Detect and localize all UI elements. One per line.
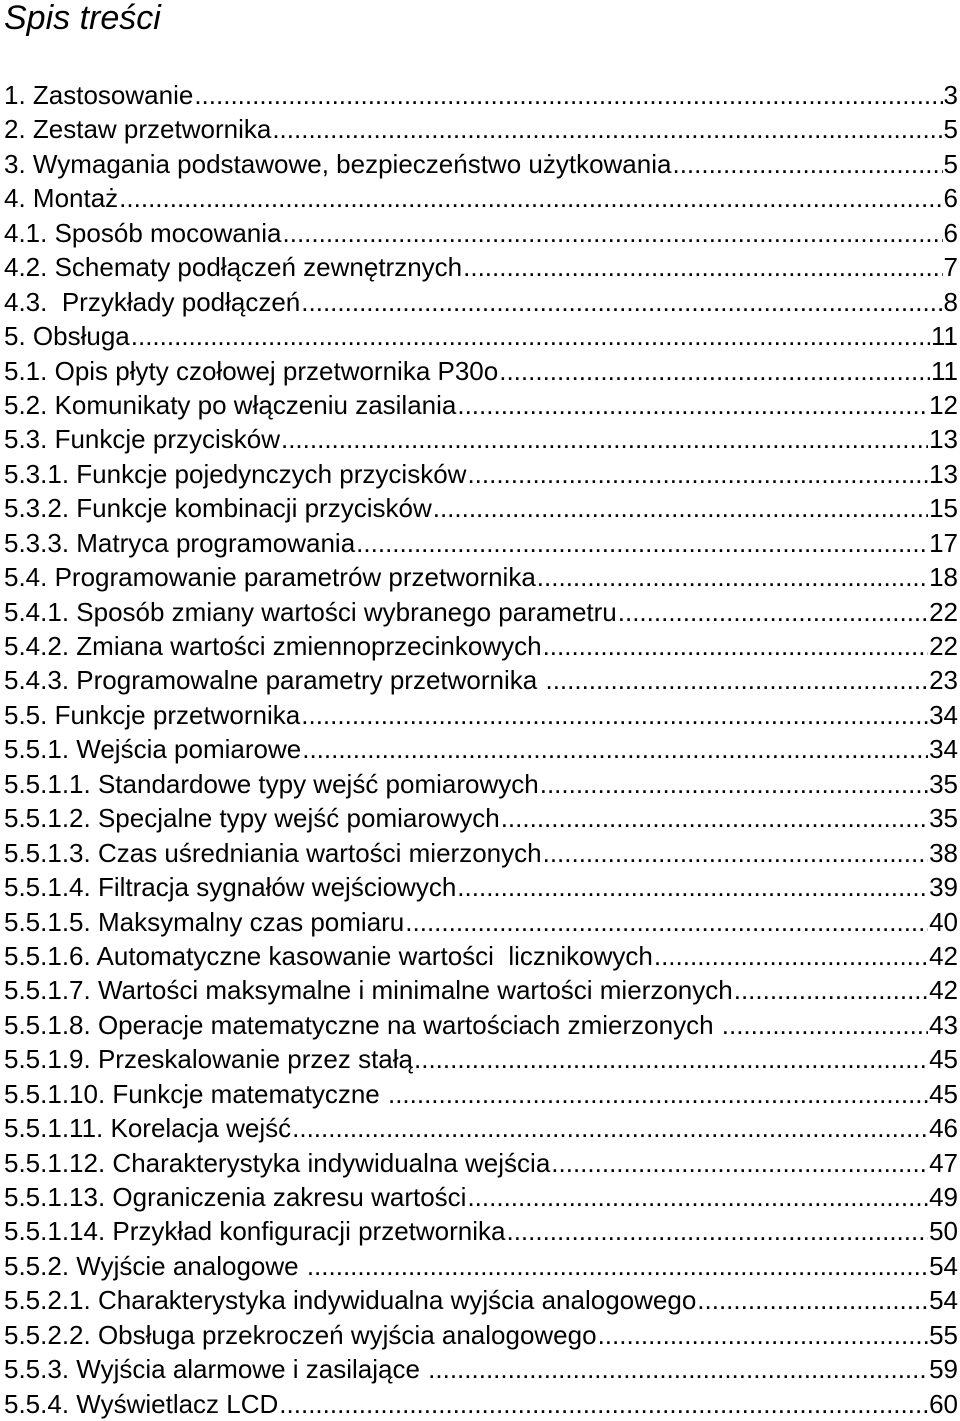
toc-entry-label: 5.3.1. Funkcje pojedynczych przycisków xyxy=(4,458,467,489)
toc-dot-leader xyxy=(543,629,929,663)
toc-dot-leader xyxy=(388,1077,928,1111)
toc-entry-page-number: 59 xyxy=(929,1354,958,1385)
toc-entry-label: 4. Montaż xyxy=(4,183,119,214)
toc-entry[interactable] xyxy=(4,732,958,766)
toc-entry-label: 5.5.1.3. Czas uśredniania wartości mierzonych xyxy=(4,837,542,868)
toc-entry[interactable] xyxy=(4,1180,958,1214)
toc-entry-page-number: 18 xyxy=(929,562,958,593)
toc-entry-label: 5.3.2. Funkcje kombinacji przycisków xyxy=(4,493,432,524)
toc-entry[interactable] xyxy=(4,181,958,215)
toc-entry-label: 4.1. Sposób mocowania xyxy=(4,217,282,248)
toc-entry[interactable] xyxy=(4,1352,958,1386)
toc-dot-leader xyxy=(722,1008,928,1042)
toc-entry[interactable] xyxy=(4,388,958,422)
toc-entry-label: 5.4.3. Programowalne parametry przetwornika xyxy=(4,665,545,696)
toc-dot-leader xyxy=(301,285,942,319)
toc-dot-leader xyxy=(414,1042,928,1076)
toc-entry[interactable] xyxy=(4,216,958,250)
toc-entry-label: 5.5.4. Wyświetlacz LCD xyxy=(4,1388,279,1419)
toc-entry[interactable] xyxy=(4,1111,958,1145)
toc-entry[interactable] xyxy=(4,491,958,525)
toc-dot-leader xyxy=(292,1111,928,1145)
toc-entry[interactable] xyxy=(4,250,958,284)
toc-entry-page-number: 13 xyxy=(929,458,958,489)
toc-entry-label: 5.5.1.13. Ograniczenia zakresu wartości xyxy=(4,1182,467,1212)
toc-entry-page-number: 22 xyxy=(929,596,958,627)
toc-entry-page-number: 38 xyxy=(929,837,958,868)
toc-entry-page-number: 35 xyxy=(929,768,958,799)
toc-entry-page-number: 42 xyxy=(929,975,958,1006)
toc-dot-leader xyxy=(131,319,930,353)
toc-entry-page-number: 49 xyxy=(929,1182,958,1212)
toc-dot-leader xyxy=(302,732,928,766)
toc-entry-label: 5.5.1.11. Korelacja wejść xyxy=(4,1113,292,1144)
toc-entry-label: 5.3.3. Matryca programowania xyxy=(4,527,356,558)
toc-dot-leader xyxy=(119,181,942,215)
toc-entry-page-number: 15 xyxy=(929,493,958,524)
toc-entry[interactable] xyxy=(4,629,958,663)
toc-dot-leader xyxy=(433,491,928,525)
toc-dot-leader xyxy=(356,526,928,560)
toc-entry-page-number: 40 xyxy=(929,906,958,937)
toc-entry-page-number: 39 xyxy=(929,872,958,903)
toc-entry-label: 4.3. Przykłady podłączeń xyxy=(4,286,301,317)
toc-dot-leader xyxy=(506,1214,928,1248)
toc-entry-page-number: 54 xyxy=(929,1250,958,1281)
toc-dot-leader xyxy=(457,870,928,904)
toc-entry-page-number: 46 xyxy=(929,1113,958,1144)
toc-entry[interactable] xyxy=(4,1387,958,1421)
toc-entry[interactable] xyxy=(4,112,958,146)
toc-entry-label: 5.5.1.7. Wartości maksymalne i minimalne wartości mierzonych xyxy=(4,975,733,1006)
toc-dot-leader xyxy=(543,836,928,870)
toc-dot-leader xyxy=(545,663,928,697)
toc-dot-leader xyxy=(499,354,930,388)
toc-dot-leader xyxy=(467,1180,928,1214)
toc-entry-label: 5.5.1.8. Operacje matematyczne na wartościach zmierzonych xyxy=(4,1009,721,1040)
toc-entry-label: 3. Wymagania podstawowe, bezpieczeństwo użytkowania xyxy=(4,148,672,179)
toc-entry-label: 5.5.1.12. Charakterystyka indywidualna wejścia xyxy=(4,1147,551,1178)
toc-entry-label: 5. Obsługa xyxy=(4,321,130,352)
toc-entry-page-number: 8 xyxy=(943,286,958,317)
toc-entry-label: 5.5.3. Wyjścia alarmowe i zasilające xyxy=(4,1354,428,1385)
toc-entry-page-number: 11 xyxy=(931,355,958,386)
toc-entry-label: 5.5.2.2. Obsługa przekroczeń wyjścia analogowego xyxy=(4,1319,597,1350)
toc-entry[interactable] xyxy=(4,836,958,870)
toc-dot-leader xyxy=(672,147,942,181)
toc-entry-page-number: 7 xyxy=(943,252,958,283)
toc-entry[interactable] xyxy=(4,354,958,388)
toc-entry-label: 4.2. Schematy podłączeń zewnętrznych xyxy=(4,252,463,283)
toc-entry-page-number: 34 xyxy=(929,699,958,730)
toc-dot-leader xyxy=(457,388,928,422)
toc-dot-leader xyxy=(272,112,942,146)
toc-dot-leader xyxy=(463,250,942,284)
toc-entry[interactable] xyxy=(4,78,958,112)
toc-entry[interactable] xyxy=(4,595,958,629)
toc-entry-label: 5.5.1.5. Maksymalny czas pomiaru xyxy=(4,906,405,937)
toc-entry-page-number: 47 xyxy=(929,1147,958,1178)
toc-entry-page-number: 55 xyxy=(929,1319,958,1350)
toc-entry-page-number: 17 xyxy=(929,527,958,558)
toc-dot-leader xyxy=(697,1283,928,1317)
toc-entry[interactable] xyxy=(4,285,958,319)
toc-entry[interactable] xyxy=(4,801,958,835)
toc-dot-leader xyxy=(281,422,928,456)
toc-entry-page-number: 22 xyxy=(929,631,958,661)
toc-entry-page-number: 5 xyxy=(943,148,958,179)
toc-entry-label: 5.5.1.2. Specjalne typy wejść pomiarowych xyxy=(4,803,500,834)
toc-dot-leader xyxy=(428,1352,928,1386)
toc-entry-label: 5.4.1. Sposób zmiany wartości wybranego parametru xyxy=(4,596,617,627)
toc-entry[interactable] xyxy=(4,1214,958,1248)
toc-entry-page-number: 42 xyxy=(929,940,958,971)
toc-dot-leader xyxy=(734,973,928,1007)
toc-entry-page-number: 3 xyxy=(943,80,958,110)
toc-dot-leader xyxy=(283,216,943,250)
toc-entry-label: 5.5.2.1. Charakterystyka indywidualna wyjścia analogowego xyxy=(4,1285,697,1316)
toc-entry[interactable] xyxy=(4,1318,958,1352)
toc-entry[interactable] xyxy=(4,698,958,732)
toc-entry-label: 5.4. Programowanie parametrów przetwornika xyxy=(4,562,536,593)
toc-entry-label: 5.5.2. Wyjście analogowe xyxy=(4,1250,306,1281)
toc-entry-page-number: 45 xyxy=(929,1078,958,1109)
toc-entry-page-number: 34 xyxy=(929,734,958,765)
toc-entry[interactable] xyxy=(4,1008,958,1042)
toc-entry[interactable] xyxy=(4,663,958,697)
toc-entry-label: 5.3. Funkcje przycisków xyxy=(4,424,280,455)
toc-entry-label: 5.5.1.9. Przeskalowanie przez stałą xyxy=(4,1044,413,1075)
toc-entry[interactable] xyxy=(4,905,958,939)
toc-dot-leader xyxy=(194,78,942,112)
toc-entry-label: 5.1. Opis płyty czołowej przetwornika P30o xyxy=(4,355,499,386)
toc-entry-label: 5.5.1.10. Funkcje matematyczne xyxy=(4,1078,387,1109)
toc-entry-page-number: 43 xyxy=(929,1009,958,1040)
toc-dot-leader xyxy=(307,1249,928,1283)
toc-dot-leader xyxy=(618,595,928,629)
toc-entry[interactable] xyxy=(4,1042,958,1076)
page-title: Spis treści xyxy=(4,0,161,37)
toc-entry[interactable] xyxy=(4,560,958,594)
toc-entry-page-number: 12 xyxy=(929,389,958,420)
toc-dot-leader xyxy=(540,767,928,801)
toc-entry-page-number: 6 xyxy=(943,217,958,248)
toc-entry[interactable] xyxy=(4,422,958,456)
toc-entry[interactable] xyxy=(4,939,958,973)
toc-dot-leader xyxy=(301,698,928,732)
toc-entry-label: 5.5. Funkcje przetwornika xyxy=(4,699,301,730)
toc-entry-page-number: 60 xyxy=(929,1388,958,1419)
toc-entry-page-number: 6 xyxy=(943,183,958,214)
toc-entry-page-number: 45 xyxy=(929,1044,958,1075)
toc-entry[interactable] xyxy=(4,973,958,1007)
toc-dot-leader xyxy=(598,1318,929,1352)
toc-dot-leader xyxy=(537,560,928,594)
toc-entry[interactable] xyxy=(4,1283,958,1317)
toc-entry-label: 5.2. Komunikaty po włączeniu zasilania xyxy=(4,389,457,420)
toc-entry-page-number: 23 xyxy=(929,665,958,696)
toc-entry[interactable] xyxy=(4,1146,958,1180)
toc-entry-label: 5.5.1.1. Standardowe typy wejść pomiarowych xyxy=(4,768,539,799)
toc-entry-page-number: 35 xyxy=(929,803,958,834)
toc-dot-leader xyxy=(551,1146,928,1180)
toc-entry-page-number: 13 xyxy=(929,424,958,455)
toc-entry-label: 1. Zastosowanie xyxy=(4,80,194,110)
toc-entry[interactable] xyxy=(4,767,958,801)
toc-entry[interactable] xyxy=(4,526,958,560)
toc-entry[interactable] xyxy=(4,457,958,491)
toc-entry-label: 5.5.1.6. Automatyczne kasowanie wartości licznikowych xyxy=(4,940,653,971)
toc-entry-page-number: 50 xyxy=(929,1216,958,1247)
toc-entry-page-number: 54 xyxy=(929,1285,958,1316)
toc-dot-leader xyxy=(467,457,928,491)
toc-entry-label: 5.5.1.14. Przykład konfiguracji przetwornika xyxy=(4,1216,506,1247)
table-of-contents xyxy=(4,78,958,1421)
toc-entry[interactable] xyxy=(4,870,958,904)
toc-entry[interactable] xyxy=(4,147,958,181)
toc-dot-leader xyxy=(501,801,928,835)
toc-dot-leader xyxy=(405,905,928,939)
toc-dot-leader xyxy=(279,1387,928,1421)
toc-entry[interactable] xyxy=(4,1077,958,1111)
toc-entry-page-number: 11 xyxy=(931,321,958,352)
toc-entry-label: 5.5.1. Wejścia pomiarowe xyxy=(4,734,302,765)
toc-dot-leader xyxy=(654,939,928,973)
toc-entry-label: 5.4.2. Zmiana wartości zmiennoprzecinkowych xyxy=(4,631,542,661)
toc-entry[interactable] xyxy=(4,319,958,353)
toc-entry[interactable] xyxy=(4,1249,958,1283)
toc-entry-page-number: 5 xyxy=(943,114,958,145)
toc-entry-label: 2. Zestaw przetwornika xyxy=(4,114,272,145)
toc-entry-label: 5.5.1.4. Filtracja sygnałów wejściowych xyxy=(4,872,457,903)
